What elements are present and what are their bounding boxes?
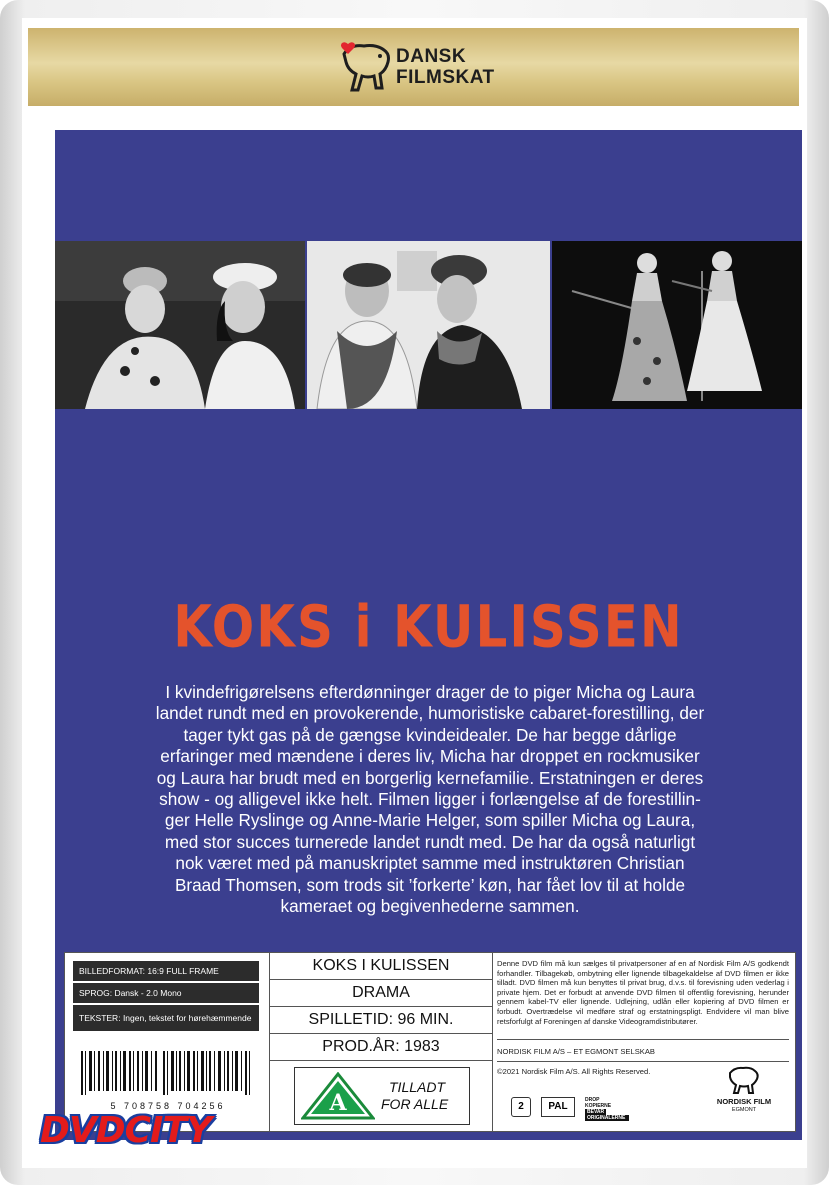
barcode — [75, 1051, 261, 1109]
dansk-filmskat-logo — [340, 40, 520, 100]
pal-badge: PAL — [541, 1097, 575, 1117]
copyright-line: ©2021 Nordisk Film A/S. All Rights Reserved. — [497, 1067, 651, 1076]
tech-row-format — [73, 961, 259, 981]
tech-row-subtitles — [73, 1005, 259, 1031]
tech-value: Dansk - 2.0 Mono — [114, 988, 182, 998]
legal-notice: Denne DVD film må kun sælges til privatpersoner af en af Nordisk Film A/S godkendt forhandler. Tilbagekøb, ombytning eller lignende tilbagekaldelse af DVD filmen er ikke tilladt. DVD filmen må kun benyttes til privat brug, d.v.s. til forevisning uden vederlag i private hjem. Det er forbudt at anvende DVD filmen til offentlig forevisning, herunder gennem kabel-TV eller lignende. Udlejning, udlån eller kopiering af DVD filmen er forbudt. Overtrædelse vil medføre straf og erstatningspligt. Endvidere vil man blive retsforfulgt af Foreningen af danske Videogramdistributører. — [497, 959, 789, 1026]
barcode-number: 5 708758 704256 — [110, 1101, 226, 1111]
brand-line-2: FILMSKAT — [396, 67, 495, 88]
details-genre: DRAMA — [270, 980, 492, 1007]
info-panel — [64, 952, 796, 1132]
dvdcity-watermark: DVDCITY — [40, 1110, 212, 1151]
anti-piracy-badge — [585, 1097, 629, 1121]
still-photo-3 — [552, 241, 802, 409]
drop-line-3: BEVAR — [587, 1109, 605, 1115]
distributor-parent: EGMONT — [731, 1107, 757, 1113]
rating-letter: A — [329, 1090, 347, 1116]
drop-line-4: ORIGINALERNE — [585, 1115, 629, 1121]
tech-label: TEKSTER: — [79, 1013, 121, 1023]
format-badges — [497, 1093, 789, 1123]
details-title: KOKS I KULISSEN — [270, 953, 492, 980]
company-line: NORDISK FILM A/S – ET EGMONT SELSKAB — [497, 1047, 655, 1056]
still-photo-1 — [55, 241, 305, 409]
polar-bear-icon — [727, 1065, 761, 1095]
drop-line-2: KOPIERNE — [585, 1103, 612, 1109]
film-title: KOKS i KULISSEN — [173, 593, 684, 661]
details-runtime: SPILLETID: 96 MIN. — [270, 1007, 492, 1034]
still-photo-strip — [55, 241, 802, 409]
barcode-bars — [75, 1051, 261, 1095]
tech-specs — [73, 961, 259, 1033]
drop-line-1: DROP — [585, 1097, 600, 1103]
tech-row-language — [73, 983, 259, 1003]
film-details — [269, 953, 493, 1131]
nordisk-film-logo — [709, 1065, 779, 1121]
region-badge: 2 — [511, 1097, 531, 1117]
rating-line-1: TILLADT — [389, 1079, 446, 1095]
tech-value: 16:9 FULL FRAME — [147, 966, 219, 976]
tech-label: SPROG: — [79, 988, 113, 998]
synopsis-text: I kvindefrigørelsens efterdønninger drager de to piger Micha og Laura landet rundt med en provokerende, humoristiske cabaret-forestilling, der tager tykt gas på de gængse kvindeidealer. De har begge dårlige erfaringer med mændene i deres liv, Micha har droppet en rockmusiker og Laura har brudt med en borgerlig kernefamilie. Erstatningen er deres show - og alligevel ikke helt. Filmen ligger i forlængelse af de forestillin- ger Helle Ryslinge og Anne-Marie Helger, som spiller Micha og Laura, med stor succes turnerede landet rundt med. De har da også naturligt nok været med på manuskriptet samme med instruktøren Christian Braad Thomsen, som trods sit ’forkerte’ køn, har fået lov til at holde kameraet og begivenhederne sammen. — [155, 682, 705, 917]
divider — [497, 1061, 789, 1062]
still-photo-2 — [307, 241, 550, 409]
distributor-name: NORDISK FILM — [716, 1097, 772, 1106]
divider — [497, 1039, 789, 1040]
age-rating-box — [294, 1067, 470, 1125]
tech-value: Ingen, tekstet for hørehæmmende — [122, 1013, 252, 1023]
rating-triangle-icon — [301, 1072, 375, 1120]
rating-line-2: FOR ALLE — [381, 1096, 449, 1112]
tech-label: BILLEDFORMAT: — [79, 966, 145, 976]
brand-line-1: DANSK — [396, 46, 467, 67]
details-year: PROD.ÅR: 1983 — [270, 1034, 492, 1061]
heart-icon — [340, 40, 356, 56]
